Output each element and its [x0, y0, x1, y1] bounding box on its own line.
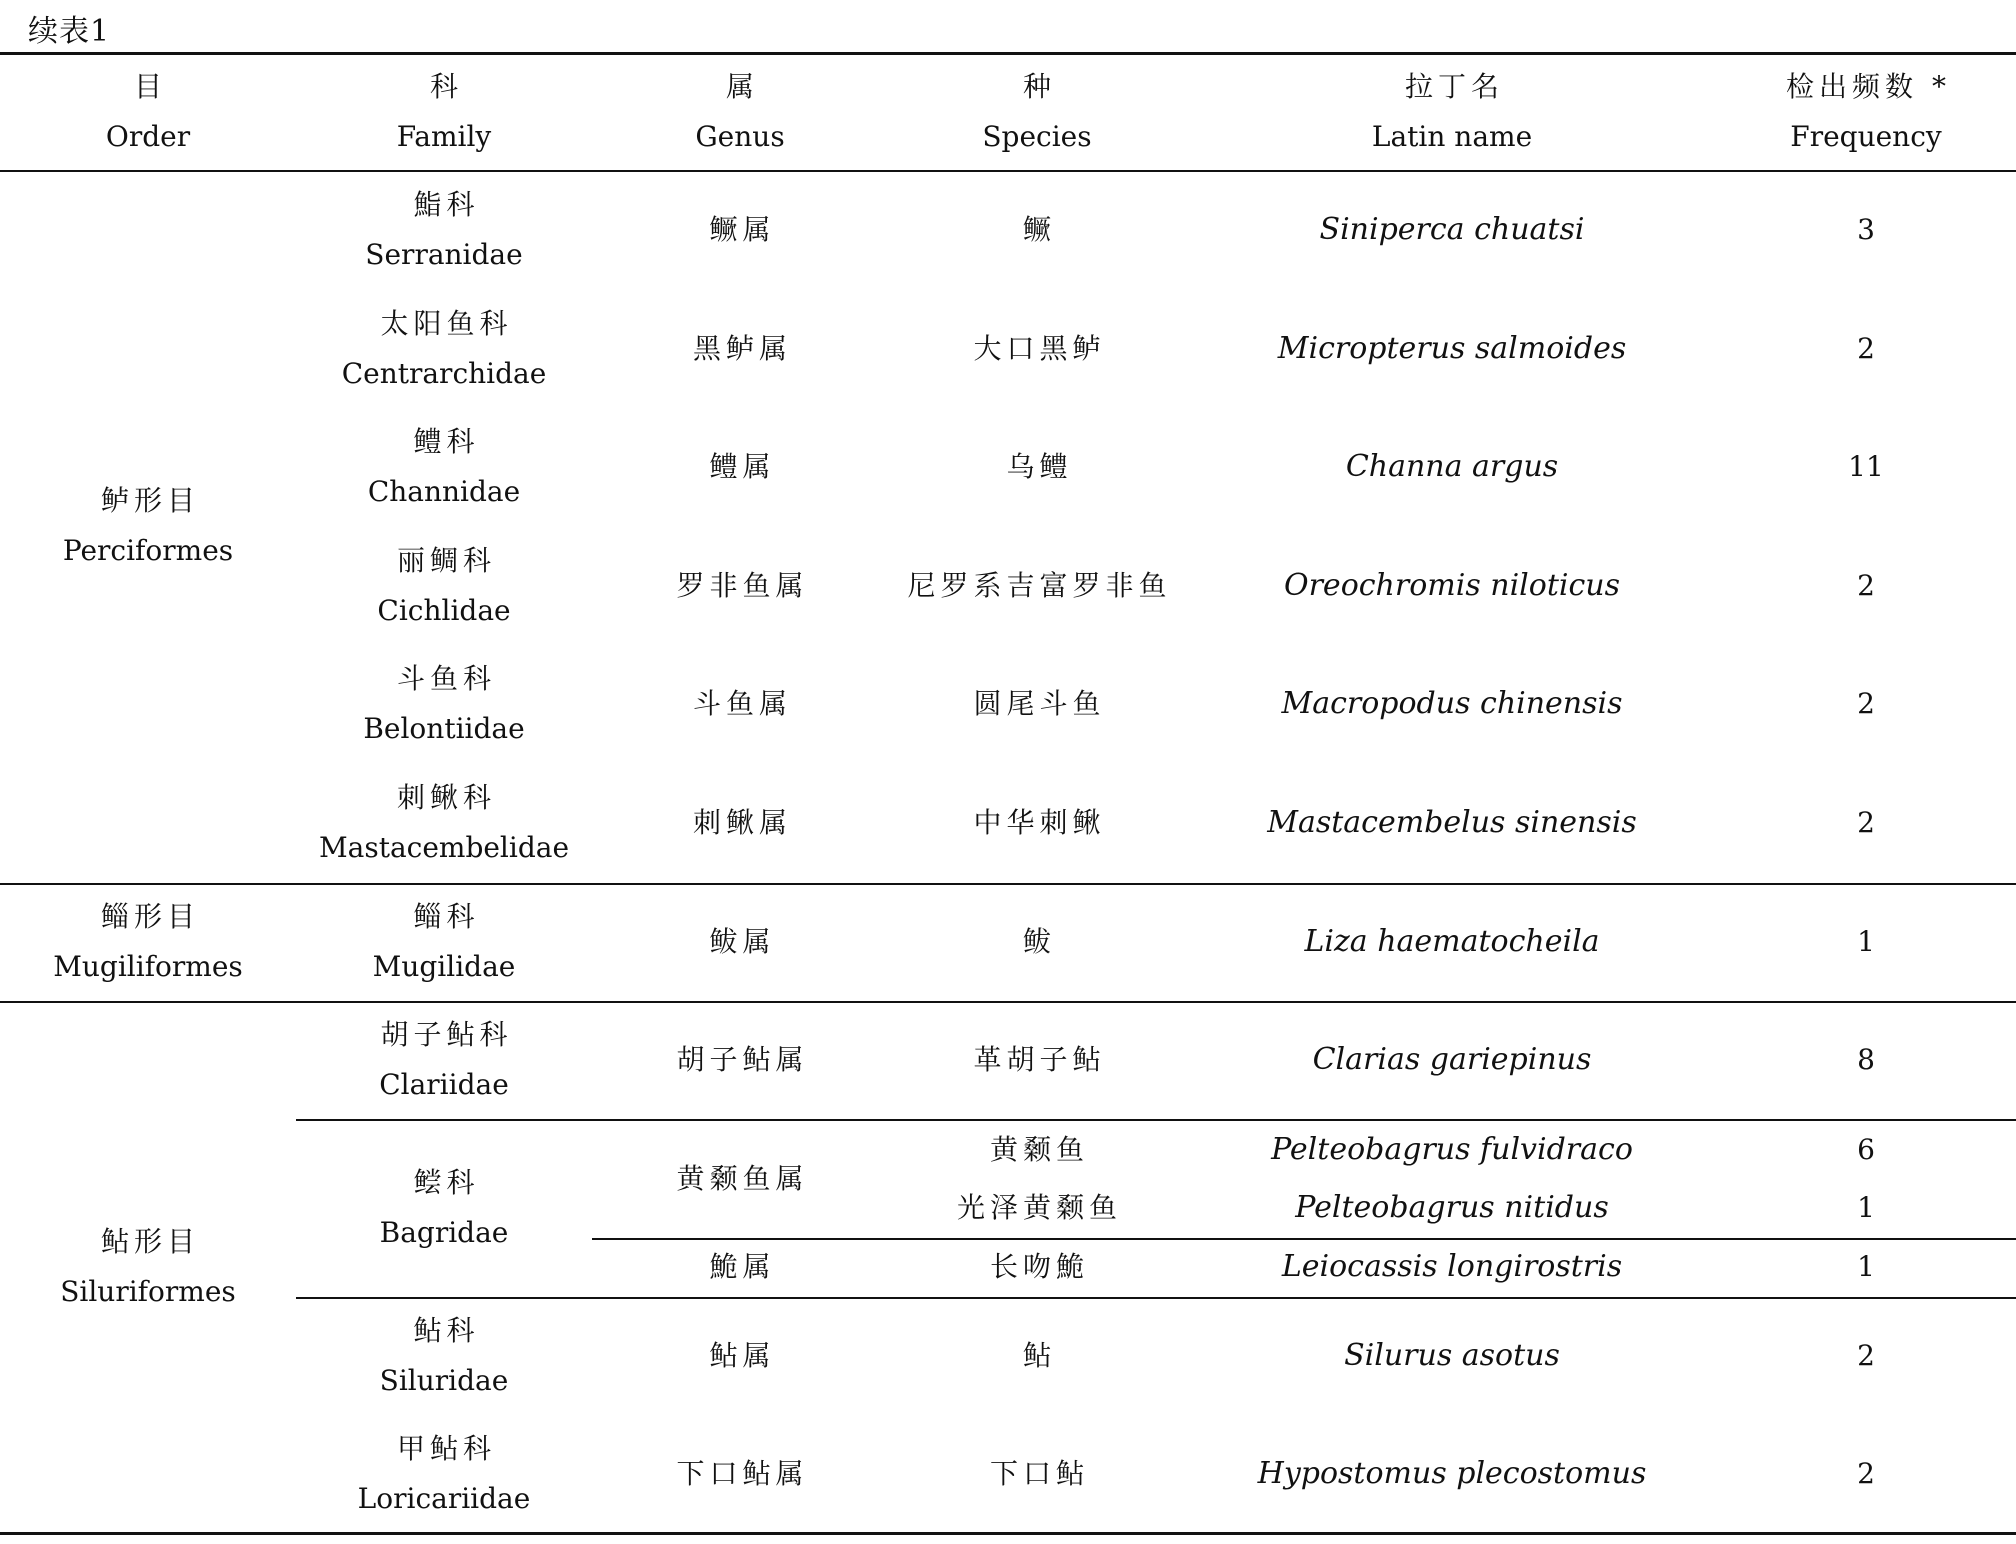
header-rule	[0, 170, 2016, 172]
species-cell: 鲅	[1022, 925, 1057, 958]
latin-name-cell: Macropodus chinensis	[1281, 686, 1623, 721]
frequency-cell: 2	[1857, 806, 1875, 839]
frequency-cell: 8	[1857, 1043, 1875, 1076]
latin-name-cell: Hypostomus plecostomus	[1257, 1456, 1647, 1491]
genus-cell: 胡子鲇属	[676, 1043, 809, 1076]
genus-cell: 鮠属	[709, 1250, 776, 1283]
species-cell: 圆尾斗鱼	[973, 687, 1106, 720]
family-cell: 鮨科 Serranidae	[365, 188, 523, 271]
family-cell: 鲇科 Siluridae	[379, 1314, 509, 1397]
latin-name-cell: Micropterus salmoides	[1277, 331, 1627, 366]
species-cell: 鲇	[1022, 1339, 1057, 1372]
family-cell: 鲿科 Bagridae	[379, 1166, 509, 1249]
species-cell: 大口黑鲈	[973, 332, 1106, 365]
genus-cell: 黄颡鱼属	[676, 1162, 809, 1195]
species-cell: 鳜	[1022, 213, 1057, 246]
genus-cell: 黑鲈属	[692, 332, 793, 365]
header-species: 种 Species	[982, 70, 1092, 153]
latin-name-cell: Clarias gariepinus	[1312, 1042, 1592, 1077]
genus-cell: 刺鳅属	[692, 806, 793, 839]
species-cell: 光泽黄颡鱼	[956, 1191, 1123, 1224]
genus-cell: 鳢属	[709, 450, 776, 483]
species-cell: 中华刺鳅	[973, 806, 1106, 839]
genus-cell: 斗鱼属	[692, 687, 793, 720]
frequency-cell: 6	[1857, 1133, 1875, 1166]
header-latin-name: 拉丁名 Latin name	[1371, 70, 1533, 153]
pelteobagrus-end-rule	[592, 1238, 2016, 1240]
order-cell: 鲻形目 Mugiliformes	[53, 900, 243, 983]
family-cell: 鳢科 Channidae	[367, 425, 521, 508]
species-cell: 尼罗系吉富罗非鱼	[907, 569, 1172, 602]
frequency-cell: 3	[1857, 213, 1875, 246]
latin-name-cell: Liza haematocheila	[1304, 924, 1600, 959]
bottom-rule	[0, 1532, 2016, 1535]
species-cell: 黄颡鱼	[989, 1133, 1090, 1166]
bagridae-end-rule	[296, 1297, 2016, 1299]
family-cell: 鲻科 Mugilidae	[372, 900, 516, 983]
header-order: 目 Order	[105, 70, 191, 153]
frequency-cell: 2	[1857, 332, 1875, 365]
family-cell: 太阳鱼科 Centrarchidae	[341, 307, 547, 390]
species-cell: 革胡子鲇	[973, 1043, 1106, 1076]
frequency-cell: 11	[1848, 450, 1884, 483]
family-cell: 丽鲷科 Cichlidae	[377, 544, 511, 627]
family-cell: 斗鱼科 Belontiidae	[363, 662, 525, 745]
frequency-cell: 2	[1857, 569, 1875, 602]
clariidae-end-rule	[296, 1119, 2016, 1121]
frequency-cell: 1	[1857, 1191, 1875, 1224]
genus-cell: 下口鲇属	[676, 1457, 809, 1490]
perciformes-end-rule	[0, 883, 2016, 885]
order-cell: 鲈形目 Perciformes	[62, 484, 234, 567]
top-rule	[0, 52, 2016, 55]
family-cell: 刺鳅科 Mastacembelidae	[318, 781, 570, 864]
genus-cell: 鲇属	[709, 1339, 776, 1372]
order-cell: 鲇形目 Siluriformes	[60, 1225, 236, 1308]
header-frequency: 检出频数 * Frequency	[1786, 70, 1951, 153]
latin-name-cell: Oreochromis niloticus	[1284, 568, 1620, 603]
frequency-cell: 1	[1857, 1250, 1875, 1283]
species-cell: 下口鲇	[989, 1457, 1090, 1490]
latin-name-cell: Leiocassis longirostris	[1281, 1249, 1623, 1284]
latin-name-cell: Siniperca chuatsi	[1319, 212, 1585, 247]
latin-name-cell: Pelteobagrus nitidus	[1295, 1190, 1609, 1225]
frequency-cell: 2	[1857, 1457, 1875, 1490]
species-cell: 长吻鮠	[989, 1250, 1090, 1283]
frequency-cell: 2	[1857, 687, 1875, 720]
latin-name-cell: Mastacembelus sinensis	[1267, 805, 1637, 840]
genus-cell: 鲅属	[709, 925, 776, 958]
frequency-cell: 2	[1857, 1339, 1875, 1372]
latin-name-cell: Silurus asotus	[1344, 1338, 1560, 1373]
frequency-cell: 1	[1857, 925, 1875, 958]
family-cell: 甲鲇科 Loricariidae	[357, 1432, 531, 1515]
genus-cell: 罗非鱼属	[676, 569, 809, 602]
header-genus: 属 Genus	[695, 70, 785, 153]
latin-name-cell: Pelteobagrus fulvidraco	[1271, 1132, 1633, 1167]
genus-cell: 鳜属	[709, 213, 776, 246]
species-cell: 乌鳢	[1006, 450, 1073, 483]
latin-name-cell: Channa argus	[1345, 449, 1559, 484]
table-caption: 续表1	[28, 14, 111, 49]
mugiliformes-end-rule	[0, 1001, 2016, 1003]
family-cell: 胡子鲇科 Clariidae	[379, 1018, 513, 1101]
header-family: 科 Family	[396, 70, 492, 153]
